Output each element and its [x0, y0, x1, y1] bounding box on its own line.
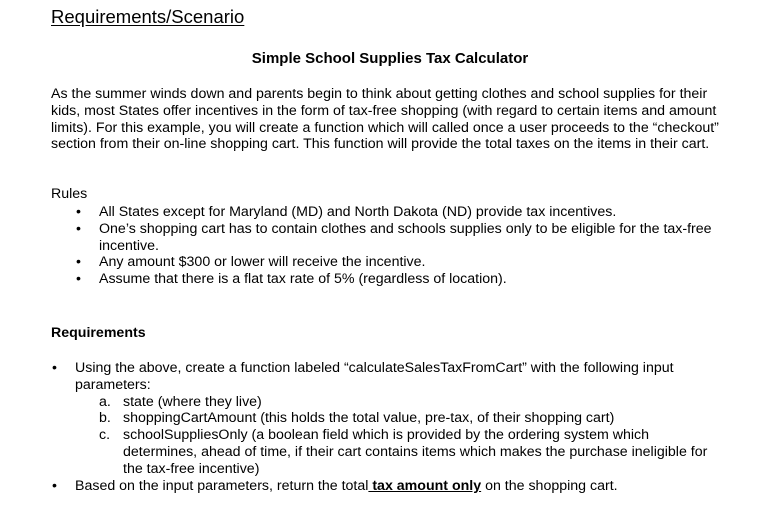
requirement-item: [0, 478, 780, 495]
parameter-item: [75, 427, 720, 477]
rules-label: Rules: [51, 186, 88, 202]
section-heading: Requirements/Scenario: [51, 6, 245, 27]
requirements-label: Requirements: [51, 325, 146, 341]
document-title: [0, 50, 780, 67]
parameter-text: shoppingCartAmount (this holds the total value, pre-tax, of their shopping cart): [123, 410, 615, 427]
parameter-text: schoolSuppliesOnly (a boolean field which is provided by the ordering system which determines, ahead of time, if their cart contains items which makes the purchase ineligible for the tax-free incentive): [123, 427, 708, 477]
bullet-icon: •: [52, 477, 57, 494]
rule-item: [0, 221, 780, 255]
rule-item: [0, 254, 780, 271]
requirement-text-prefix: Based on the input parameters, return the total: [75, 477, 369, 494]
requirement-item: [0, 360, 780, 478]
rule-item: [0, 271, 780, 288]
bullet-icon: •: [76, 271, 81, 288]
rule-text: One’s shopping cart has to contain clothes and schools supplies only to be eligible for the tax-free incentive.: [99, 220, 712, 254]
rules-list: [0, 204, 780, 288]
bullet-icon: •: [76, 204, 81, 220]
parameter-item: [75, 410, 720, 427]
rule-text: Assume that there is a flat tax rate of 5% (regardless of location).: [99, 271, 507, 288]
bullet-icon: •: [76, 220, 81, 237]
parameter-list: [75, 394, 720, 478]
parameter-marker: b.: [99, 410, 111, 427]
parameter-text: state (where they live): [123, 393, 262, 410]
parameter-marker: a.: [99, 393, 111, 410]
requirement-text: Using the above, create a function labeled “calculateSalesTaxFromCart” with the following input parameters:: [75, 360, 674, 393]
parameter-marker: c.: [99, 427, 111, 444]
intro-paragraph: As the summer winds down and parents begin to think about getting clothes and school supplies for their kids, most States offer incentives in the form of tax-free shopping (with regard to certain items and amount limits). For this example, you will create a function which will called once a user proceeds to the “checkout” section from their on-line shopping cart. This function will provide the total taxes on the items in their cart.: [51, 86, 719, 153]
document-title-text: Simple School Supplies Tax Calculator: [251, 50, 529, 67]
bullet-icon: •: [52, 360, 57, 376]
rule-text: All States except for Maryland (MD) and North Dakota (ND) provide tax incentives.: [99, 204, 617, 220]
parameter-item: [75, 394, 720, 411]
requirement-emphasis: tax amount only: [368, 477, 482, 494]
bullet-icon: •: [76, 254, 81, 271]
requirements-list: [0, 360, 780, 494]
rule-item: [0, 204, 780, 221]
rule-text: Any amount $300 or lower will receive the incentive.: [99, 254, 426, 271]
requirement-text-suffix: on the shopping cart.: [481, 477, 618, 494]
